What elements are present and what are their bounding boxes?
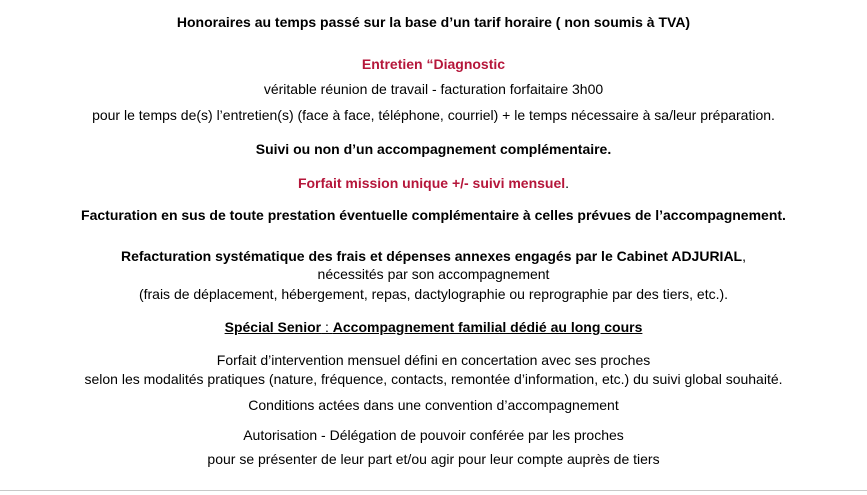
refacturation-suffix: , [742,248,747,264]
bottom-divider [0,490,867,491]
senior-line-2: selon les modalités pratiques (nature, fréquence, contacts, remontée d’information, etc.) du suivi global souhaité. [84,371,783,387]
senior-title-part-2: Accompagnement familial dédié au long cours [332,319,643,335]
diagnostic-line-2: pour le temps de(s) l’entretien(s) (face à face, téléphone, courriel) + le temps nécessaire à sa/leur préparation. [92,107,775,123]
facturation-text: Facturation en sus de toute prestation éventuelle complémentaire à celles prévues de l’accompagnement. [81,207,786,223]
senior-line-3: Conditions actées dans une convention d’accompagnement [248,397,619,413]
refacturation-bold: Refacturation systématique des frais et dépenses annexes engagés par le Cabinet ADJURIAL [120,248,743,264]
suivi-text: Suivi ou non d’un accompagnement complémentaire. [255,141,612,157]
refacturation-line-2: nécessités par son accompagnement [317,266,550,282]
fees-heading: Honoraires au temps passé sur la base d’un tarif horaire ( non soumis à TVA) [176,14,691,30]
forfait-suffix: . [565,175,570,191]
senior-title-part-1: Spécial Senior [224,319,322,335]
senior-title [0,319,867,336]
senior-line-5: pour se présenter de leur part et/ou agir pour leur compte auprès de tiers [207,451,660,467]
diagnostic-line-1: véritable réunion de travail - facturation forfaitaire 3h00 [263,81,604,97]
refacturation-line-1 [0,248,867,265]
forfait-line [0,175,867,192]
senior-line-1: Forfait d’intervention mensuel défini en concertation avec ses proches [216,352,651,368]
senior-title-separator: : [321,319,333,335]
senior-line-4: Autorisation - Délégation de pouvoir conférée par les proches [243,427,624,443]
diagnostic-title: Entretien “Diagnostic [361,56,506,72]
refacturation-line-3: (frais de déplacement, hébergement, repas, dactylographie ou reprographie par des tiers, etc.). [138,286,729,302]
forfait-label: Forfait mission unique +/- suivi mensuel [297,175,566,191]
